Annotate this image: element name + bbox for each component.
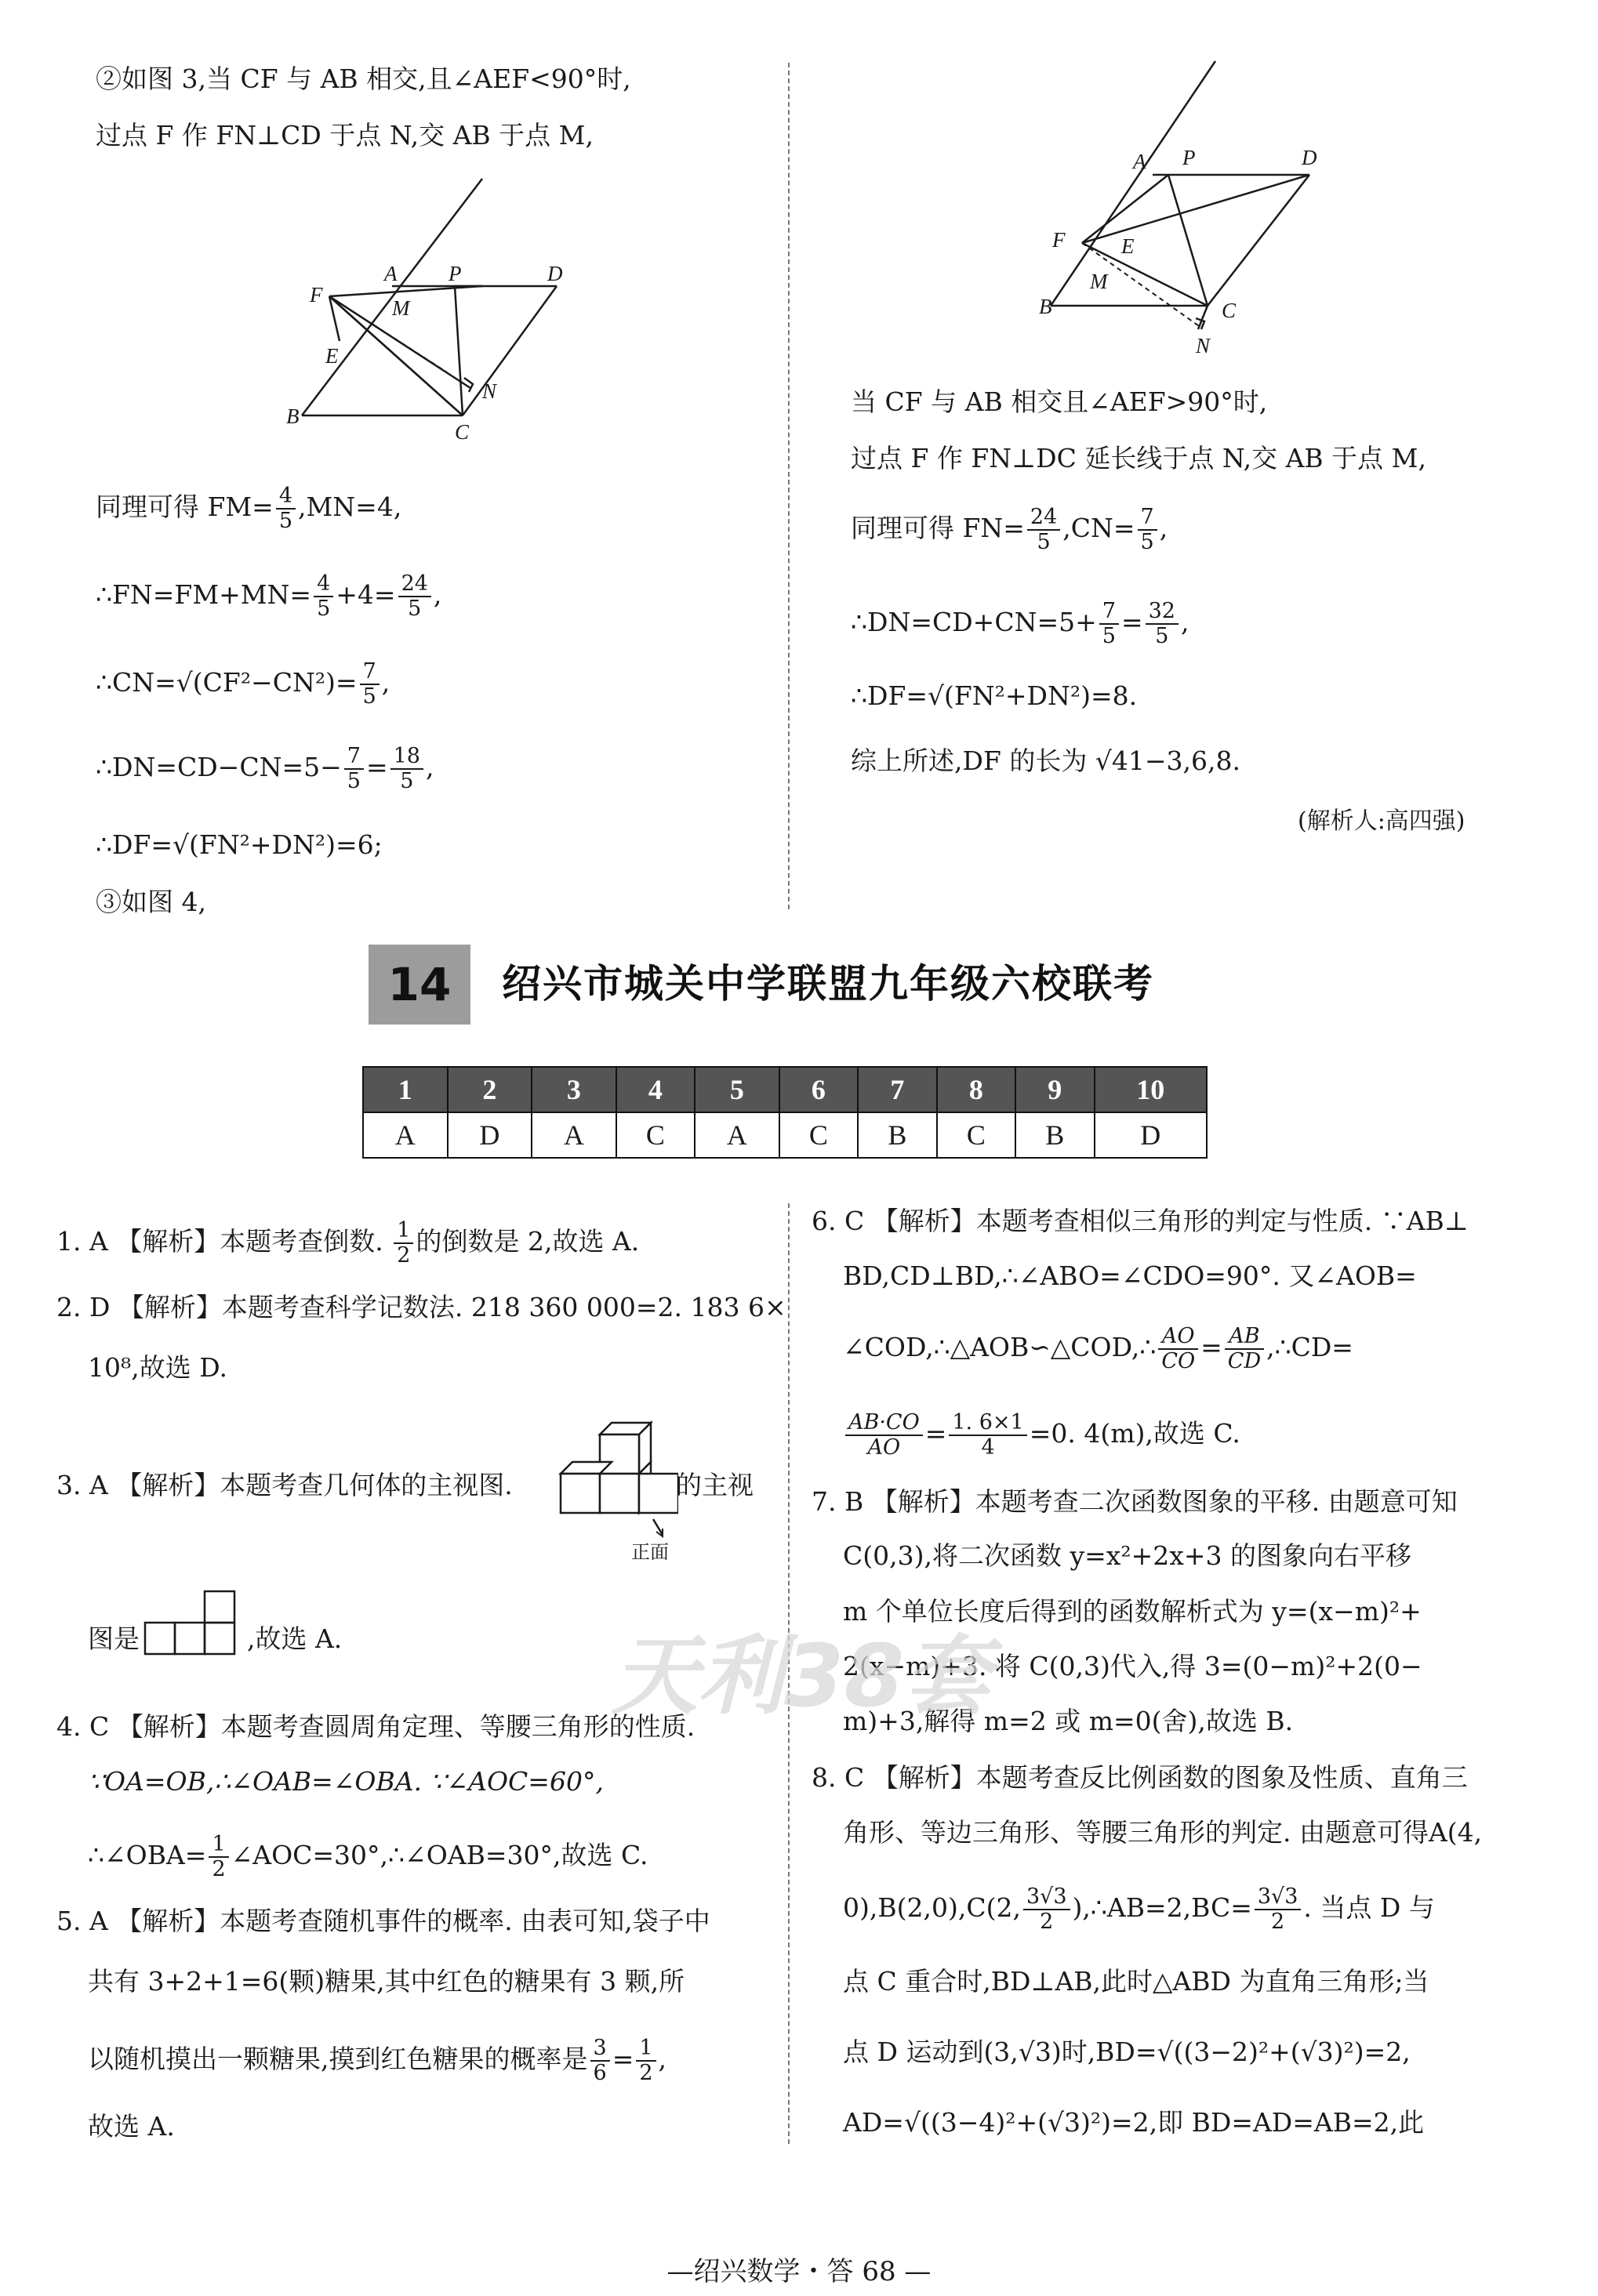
fraction-num: 7 bbox=[360, 660, 380, 685]
fraction-den: 5 bbox=[347, 769, 361, 793]
label-e: E bbox=[1121, 234, 1135, 258]
text-span: 以随机摸出一颗糖果,摸到红色糖果的概率是 bbox=[88, 2044, 588, 2074]
text-span: 1. A 【解析】本题考查倒数. bbox=[56, 1226, 392, 1257]
analyst-credit: (解析人:高四强) bbox=[1298, 807, 1465, 835]
text-line: 7. B 【解析】本题考查二次函数图象的平移. 由题意可知 bbox=[812, 1486, 1458, 1517]
text-line bbox=[843, 1325, 1353, 1373]
text-line: 过点 F 作 FN⊥CD 于点 N,交 AB 于点 M, bbox=[96, 120, 594, 151]
question-number-cell: 1 bbox=[363, 1067, 448, 1112]
text-line bbox=[96, 660, 390, 709]
fraction bbox=[636, 2037, 656, 2085]
fraction-num: AB·CO bbox=[845, 1411, 923, 1436]
text-line bbox=[96, 745, 434, 793]
label-c: C bbox=[1222, 299, 1237, 322]
fraction-num: 1. 6×1 bbox=[949, 1411, 1026, 1436]
question-number-cell: 10 bbox=[1095, 1067, 1207, 1112]
text-line bbox=[56, 1219, 639, 1268]
text-line: 的主视 bbox=[676, 1470, 754, 1500]
text-span: ∴FN=FM+MN= bbox=[96, 579, 312, 610]
fraction bbox=[209, 1833, 228, 1881]
fraction bbox=[360, 660, 380, 709]
text-line: ②如图 3,当 CF 与 AB 相交,且∠AEF<90°时, bbox=[96, 63, 631, 94]
exam-number-badge: 14 bbox=[369, 945, 470, 1025]
fraction bbox=[390, 745, 423, 793]
fraction-den: 2 bbox=[639, 2061, 653, 2085]
answer-table-answer-row bbox=[363, 1112, 1207, 1158]
fraction-den: 5 bbox=[1155, 624, 1169, 648]
question-number-cell: 4 bbox=[616, 1067, 695, 1112]
answer-table-header-row bbox=[363, 1067, 1207, 1112]
fraction bbox=[1099, 600, 1119, 648]
fraction bbox=[1158, 1325, 1198, 1373]
fraction-num: 7 bbox=[344, 745, 364, 770]
label-a: A bbox=[384, 262, 398, 285]
fraction bbox=[1225, 1325, 1264, 1373]
fraction-den: 5 bbox=[1140, 530, 1154, 554]
text-line: 故选 A. bbox=[88, 2111, 175, 2142]
text-span: , bbox=[1159, 513, 1168, 543]
text-line: 共有 3+2+1=6(颗)糖果,其中红色的糖果有 3 颗,所 bbox=[88, 1966, 685, 1997]
column-divider bbox=[788, 63, 790, 909]
fraction bbox=[344, 745, 364, 793]
text-line: 4. C 【解析】本题考查圆周角定理、等腰三角形的性质. bbox=[56, 1711, 695, 1742]
answer-cell: C bbox=[779, 1112, 858, 1158]
geometry-figure-4 bbox=[1019, 55, 1349, 368]
fraction bbox=[276, 484, 296, 533]
text-span: , bbox=[1180, 607, 1189, 637]
text-span: ∴∠OBA= bbox=[88, 1840, 207, 1870]
text-line: 10⁸,故选 D. bbox=[88, 1352, 227, 1383]
fraction-num: 3√3 bbox=[1023, 1885, 1070, 1910]
label-n: N bbox=[482, 379, 497, 403]
label-d: D bbox=[547, 262, 563, 285]
text-span: , bbox=[425, 752, 434, 782]
label-n: N bbox=[1196, 334, 1211, 357]
answer-cell: D bbox=[448, 1112, 532, 1158]
text-line: AD=√((3−4)²+(√3)²)=2,即 BD=AD=AB=2,此 bbox=[843, 2107, 1425, 2138]
question-number-cell: 5 bbox=[695, 1067, 779, 1112]
text-line: m 个单位长度后得到的函数解析式为 y=(x−m)²+ bbox=[843, 1596, 1422, 1627]
fraction-num: 1 bbox=[394, 1219, 413, 1244]
text-span: 同理可得 FM= bbox=[96, 491, 274, 522]
question-number-cell: 8 bbox=[937, 1067, 1015, 1112]
text-line: BD,CD⊥BD,∴∠ABO=∠CDO=90°. 又∠AOB= bbox=[843, 1260, 1417, 1291]
text-span: =0. 4(m),故选 C. bbox=[1029, 1418, 1240, 1449]
text-line: 5. A 【解析】本题考查随机事件的概率. 由表可知,袋子中 bbox=[56, 1906, 710, 1936]
question-number-cell: 2 bbox=[448, 1067, 532, 1112]
fraction-num: 24 bbox=[1027, 506, 1060, 531]
fraction-den: 5 bbox=[1037, 530, 1051, 554]
text-span: ,∴CD= bbox=[1266, 1332, 1353, 1362]
answer-cell: B bbox=[1015, 1112, 1094, 1158]
fraction-num: 3√3 bbox=[1255, 1885, 1302, 1910]
fraction-den: 2 bbox=[1040, 1910, 1054, 1934]
label-a: A bbox=[1133, 150, 1146, 173]
fraction-num: 7 bbox=[1138, 506, 1157, 531]
text-span: = bbox=[1120, 607, 1143, 637]
text-line: 过点 F 作 FN⊥DC 延长线于点 N,交 AB 于点 M, bbox=[851, 443, 1426, 473]
fraction bbox=[1146, 600, 1179, 648]
fraction-den: 2 bbox=[1271, 1910, 1285, 1934]
fraction-num: 1 bbox=[209, 1833, 228, 1858]
question-number-cell: 6 bbox=[779, 1067, 858, 1112]
text-line bbox=[88, 2037, 666, 2085]
text-line bbox=[96, 572, 441, 621]
answer-cell: C bbox=[937, 1112, 1015, 1158]
fraction-num: 1 bbox=[636, 2037, 656, 2062]
text-span: = bbox=[365, 752, 388, 782]
label-m: M bbox=[392, 296, 410, 320]
text-line: ∴DF=√(FN²+DN²)=6; bbox=[96, 829, 383, 860]
front-view-answer-figure bbox=[143, 1590, 238, 1656]
answer-cell: B bbox=[858, 1112, 936, 1158]
fraction bbox=[1255, 1885, 1302, 1934]
text-span: ∠COD,∴△AOB∽△COD,∴ bbox=[843, 1332, 1157, 1362]
text-span: ∴CN=√(CF²−CN²)= bbox=[96, 667, 358, 698]
text-span: ,MN=4, bbox=[298, 491, 402, 522]
text-span: = bbox=[612, 2044, 634, 2074]
fraction bbox=[590, 2037, 610, 2085]
label-d: D bbox=[1302, 146, 1317, 169]
text-line bbox=[851, 600, 1189, 648]
text-line: ③如图 4, bbox=[96, 887, 206, 917]
text-line: 8. C 【解析】本题考查反比例函数的图象及性质、直角三 bbox=[812, 1762, 1468, 1793]
fraction bbox=[1138, 506, 1157, 554]
fraction-num: AB bbox=[1225, 1325, 1264, 1350]
question-number-cell: 3 bbox=[532, 1067, 616, 1112]
fraction bbox=[1027, 506, 1060, 554]
answer-cell: A bbox=[532, 1112, 616, 1158]
fraction bbox=[845, 1411, 923, 1460]
fraction-den: 5 bbox=[317, 597, 331, 621]
label-m: M bbox=[1090, 270, 1108, 293]
text-line: 3. A 【解析】本题考查几何体的主视图. bbox=[56, 1470, 513, 1500]
fraction bbox=[314, 572, 333, 621]
fraction-den: CD bbox=[1227, 1349, 1262, 1373]
text-line: ∴DF=√(FN²+DN²)=8. bbox=[851, 680, 1138, 711]
fraction-den: 2 bbox=[397, 1243, 411, 1268]
text-span: 同理可得 FN= bbox=[851, 513, 1025, 543]
label-b: B bbox=[1039, 295, 1052, 318]
text-line: m)+3,解得 m=2 或 m=0(舍),故选 B. bbox=[843, 1706, 1294, 1736]
text-span: , bbox=[381, 667, 390, 698]
fraction-num: 4 bbox=[314, 572, 333, 597]
text-line: ∵OA=OB,∴∠OAB=∠OBA. ∵∠AOC=60°, bbox=[88, 1766, 604, 1797]
label-c: C bbox=[455, 420, 470, 444]
geometry-figure-3 bbox=[267, 172, 596, 455]
label-p: P bbox=[1182, 146, 1196, 169]
text-line bbox=[843, 1411, 1240, 1460]
text-span: , bbox=[433, 579, 442, 610]
text-span: ),∴AB=2,BC= bbox=[1072, 1892, 1252, 1923]
fraction bbox=[1023, 1885, 1070, 1934]
text-span: . 当点 D 与 bbox=[1303, 1892, 1435, 1923]
text-span: ∠AOC=30°,∴∠OAB=30°,故选 C. bbox=[231, 1840, 648, 1870]
fraction-den: 5 bbox=[400, 769, 414, 793]
text-span: = bbox=[924, 1418, 947, 1449]
fraction bbox=[949, 1411, 1026, 1460]
fraction-num: 4 bbox=[276, 484, 296, 510]
text-line bbox=[851, 506, 1168, 554]
question-number-cell: 9 bbox=[1015, 1067, 1094, 1112]
fraction bbox=[398, 572, 431, 621]
text-span: ,CN= bbox=[1062, 513, 1135, 543]
text-line bbox=[843, 1885, 1435, 1934]
text-line: ,故选 A. bbox=[247, 1623, 343, 1654]
fraction-num: 24 bbox=[398, 572, 431, 597]
label-f: F bbox=[1052, 228, 1066, 252]
text-line bbox=[96, 484, 401, 533]
answer-table bbox=[362, 1066, 1208, 1159]
answer-cell: C bbox=[616, 1112, 695, 1158]
fraction-den: 5 bbox=[408, 597, 422, 621]
question-number-cell: 7 bbox=[858, 1067, 936, 1112]
front-view-label: 正面 bbox=[631, 1541, 669, 1563]
exam-title: 绍兴市城关中学联盟九年级六校联考 bbox=[502, 961, 1154, 1007]
text-line: 点 D 运动到(3,√3)时,BD=√((3−2)²+(√3)²)=2, bbox=[843, 2037, 1411, 2067]
fraction-den: CO bbox=[1161, 1349, 1196, 1373]
answer-cell: A bbox=[695, 1112, 779, 1158]
text-span: , bbox=[658, 2044, 667, 2074]
text-span: = bbox=[1200, 1332, 1222, 1362]
text-line: 2. D 【解析】本题考查科学记数法. 218 360 000=2. 183 6× bbox=[56, 1292, 786, 1322]
fraction-den: AO bbox=[867, 1435, 901, 1460]
answer-cell: D bbox=[1095, 1112, 1207, 1158]
text-line bbox=[88, 1833, 648, 1881]
text-line: C(0,3),将二次函数 y=x²+2x+3 的图象向右平移 bbox=[843, 1540, 1411, 1571]
fraction-den: 4 bbox=[981, 1435, 995, 1460]
watermark: 天利38套 bbox=[612, 1626, 991, 1726]
text-line: 点 C 重合时,BD⊥AB,此时△ABD 为直角三角形;当 bbox=[843, 1966, 1429, 1997]
fraction-den: 2 bbox=[212, 1857, 226, 1881]
fraction bbox=[394, 1219, 413, 1268]
fraction-den: 5 bbox=[362, 684, 376, 709]
text-line: 当 CF 与 AB 相交且∠AEF>90°时, bbox=[851, 386, 1268, 417]
text-span: +4= bbox=[336, 579, 396, 610]
label-e: E bbox=[325, 344, 339, 368]
text-line: 图是 bbox=[88, 1623, 140, 1654]
fraction-num: 18 bbox=[390, 745, 423, 770]
text-span: ∴DN=CD+CN=5+ bbox=[851, 607, 1097, 637]
fraction-den: 5 bbox=[278, 509, 293, 533]
answer-cell: A bbox=[363, 1112, 448, 1158]
text-line: 6. C 【解析】本题考查相似三角形的判定与性质. ∵AB⊥ bbox=[812, 1206, 1469, 1236]
fraction-num: 3 bbox=[590, 2037, 610, 2062]
text-span: 0),B(2,0),C(2, bbox=[843, 1892, 1021, 1923]
text-span: ∴DN=CD−CN=5− bbox=[96, 752, 342, 782]
fraction-den: 5 bbox=[1102, 624, 1116, 648]
fraction-num: 7 bbox=[1099, 600, 1119, 625]
fraction-den: 6 bbox=[593, 2061, 607, 2085]
label-f: F bbox=[310, 283, 323, 306]
text-line: 2(x−m)+3. 将 C(0,3)代入,得 3=(0−m)²+2(0− bbox=[843, 1651, 1422, 1681]
page-footer: —绍兴数学・答 68 — bbox=[666, 2256, 932, 2287]
label-p: P bbox=[449, 262, 462, 285]
text-line: 综上所述,DF 的长为 √41−3,6,8. bbox=[851, 745, 1240, 776]
fraction-num: AO bbox=[1158, 1325, 1198, 1350]
fraction-num: 32 bbox=[1146, 600, 1179, 625]
text-span: 的倒数是 2,故选 A. bbox=[416, 1226, 640, 1257]
text-line: 角形、等边三角形、等腰三角形的判定. 由题意可得A(4, bbox=[843, 1817, 1483, 1848]
label-b: B bbox=[286, 404, 300, 428]
